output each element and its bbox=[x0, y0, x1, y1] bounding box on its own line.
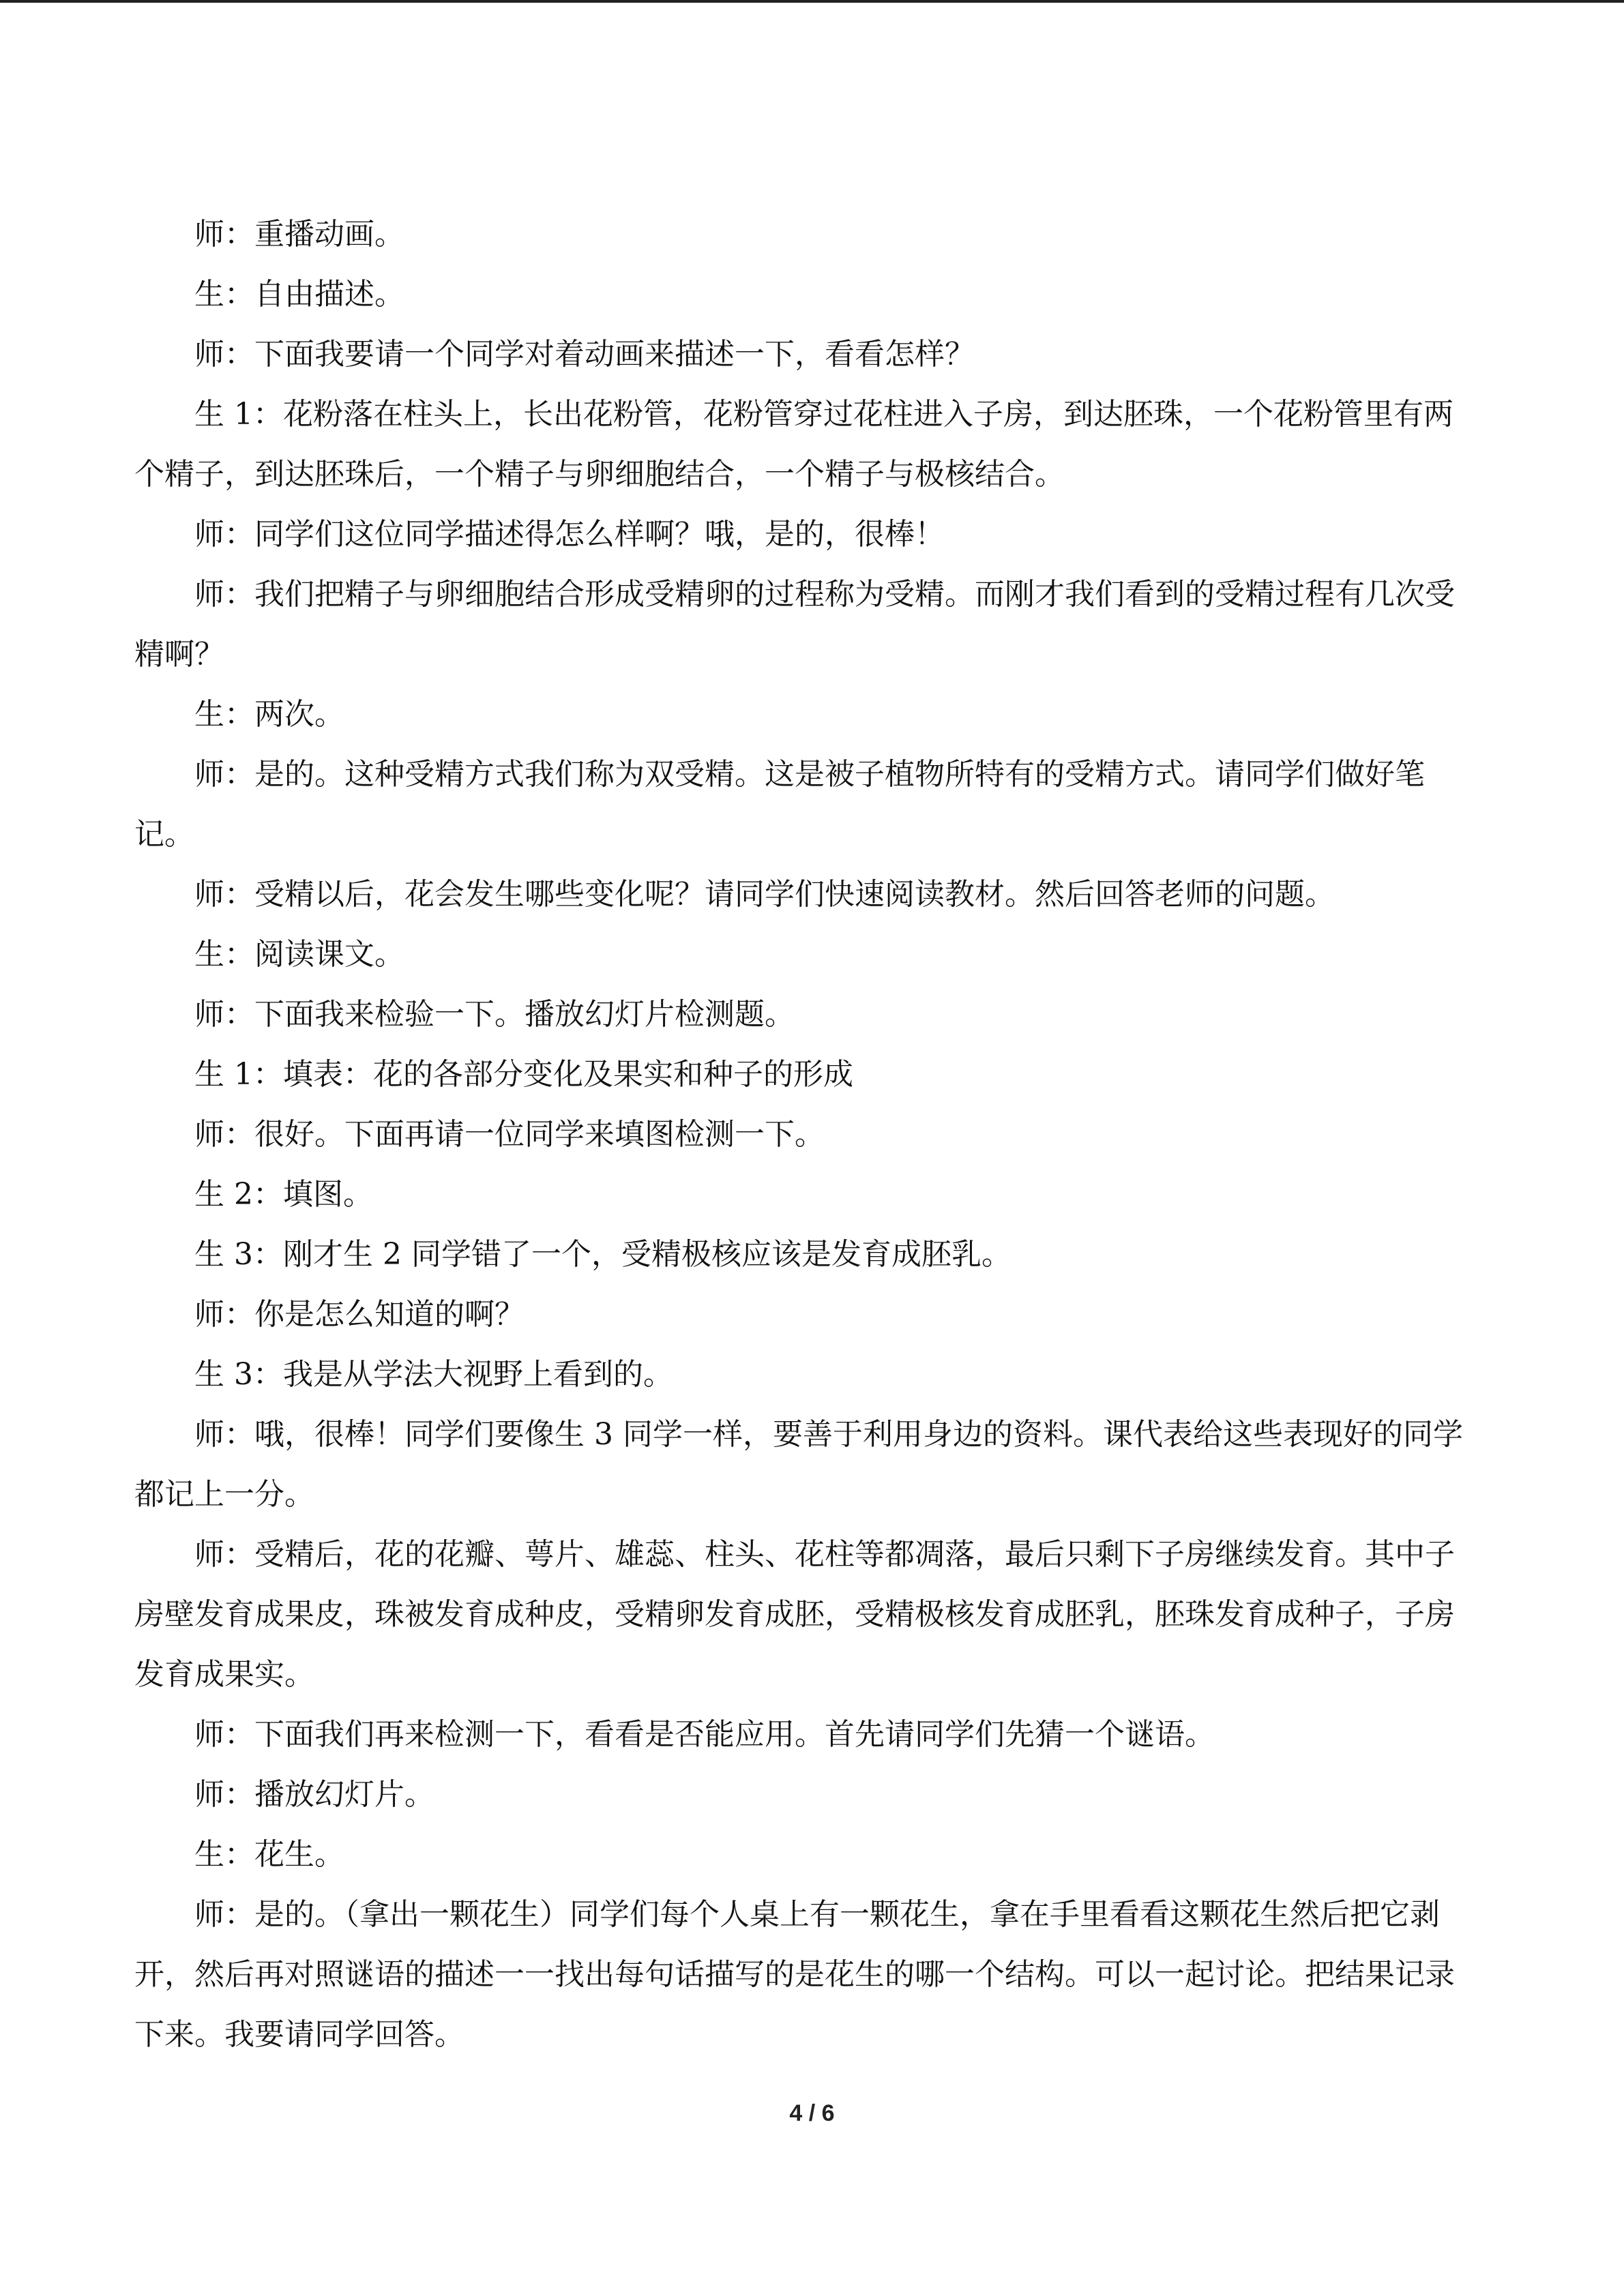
paragraph: 师：哦，很棒！同学们要像生 3 同学一样，要善于利用身边的资料。课代表给这些表现好的同学都记上一分。 bbox=[134, 1417, 1463, 1512]
paragraph: 师：下面我要请一个同学对着动画来描述一下，看看怎样？ bbox=[194, 337, 975, 372]
paragraph: 生 1：花粉落在柱头上，长出花粉管，花粉管穿过花柱进入子房，到达胚珠，一个花粉管里有两个精子，到达胚珠后，一个精子与卵细胞结合，一个精子与极核结合。 bbox=[134, 397, 1453, 492]
paragraph: 生：自由描述。 bbox=[194, 277, 404, 312]
paragraph: 生 2：填图。 bbox=[194, 1177, 373, 1212]
paragraph: 师：很好。下面再请一位同学来填图检测一下。 bbox=[194, 1117, 825, 1152]
paragraph: 生 1：填表：花的各部分变化及果实和种子的形成 bbox=[194, 1057, 853, 1092]
body-text bbox=[134, 205, 1471, 2065]
paragraph: 生：阅读课文。 bbox=[194, 937, 404, 972]
paragraph: 师：你是怎么知道的啊？ bbox=[194, 1297, 525, 1332]
paragraph: 生 3：刚才生 2 同学错了一个，受精极核应该是发育成胚乳。 bbox=[194, 1237, 1012, 1272]
paragraph: 师：同学们这位同学描述得怎么样啊？哦，是的，很棒！ bbox=[194, 517, 945, 552]
paragraph: 师：受精后，花的花瓣、萼片、雄蕊、柱头、花柱等都凋落，最后只剩下子房继续发育。其中子房壁发育成果皮，珠被发育成种皮，受精卵发育成胚，受精极核发育成胚乳，胚珠发育成种子，子房发育成果实。 bbox=[134, 1537, 1455, 1692]
paragraph: 师：是的。（拿出一颗花生）同学们每个人桌上有一颗花生，拿在手里看看这颗花生然后把它剥开，然后再对照谜语的描述一一找出每句话描写的是花生的哪一个结构。可以一起讨论。把结果记录下来。我要请同学回答。 bbox=[134, 1897, 1455, 2052]
paragraph: 生 3：我是从学法大视野上看到的。 bbox=[194, 1357, 673, 1392]
top-border-line bbox=[0, 0, 1624, 3]
paragraph: 师：受精以后，花会发生哪些变化呢？请同学们快速阅读教材。然后回答老师的问题。 bbox=[194, 877, 1335, 912]
paragraph: 师：播放幻灯片。 bbox=[194, 1777, 434, 1812]
paragraph: 师：是的。这种受精方式我们称为双受精。这是被子植物所特有的受精方式。请同学们做好笔记。 bbox=[134, 757, 1425, 852]
paragraph: 生：两次。 bbox=[194, 697, 344, 732]
paragraph: 师：下面我来检验一下。播放幻灯片检测题。 bbox=[194, 997, 795, 1032]
paragraph: 生：花生。 bbox=[194, 1837, 344, 1872]
paragraph: 师：下面我们再来检测一下，看看是否能应用。首先请同学们先猜一个谜语。 bbox=[194, 1717, 1215, 1752]
page-number: 4 / 6 bbox=[789, 2100, 835, 2126]
paragraph: 师：我们把精子与卵细胞结合形成受精卵的过程称为受精。而刚才我们看到的受精过程有几次受精啊？ bbox=[134, 577, 1455, 672]
paragraph: 师：重播动画。 bbox=[194, 217, 404, 252]
